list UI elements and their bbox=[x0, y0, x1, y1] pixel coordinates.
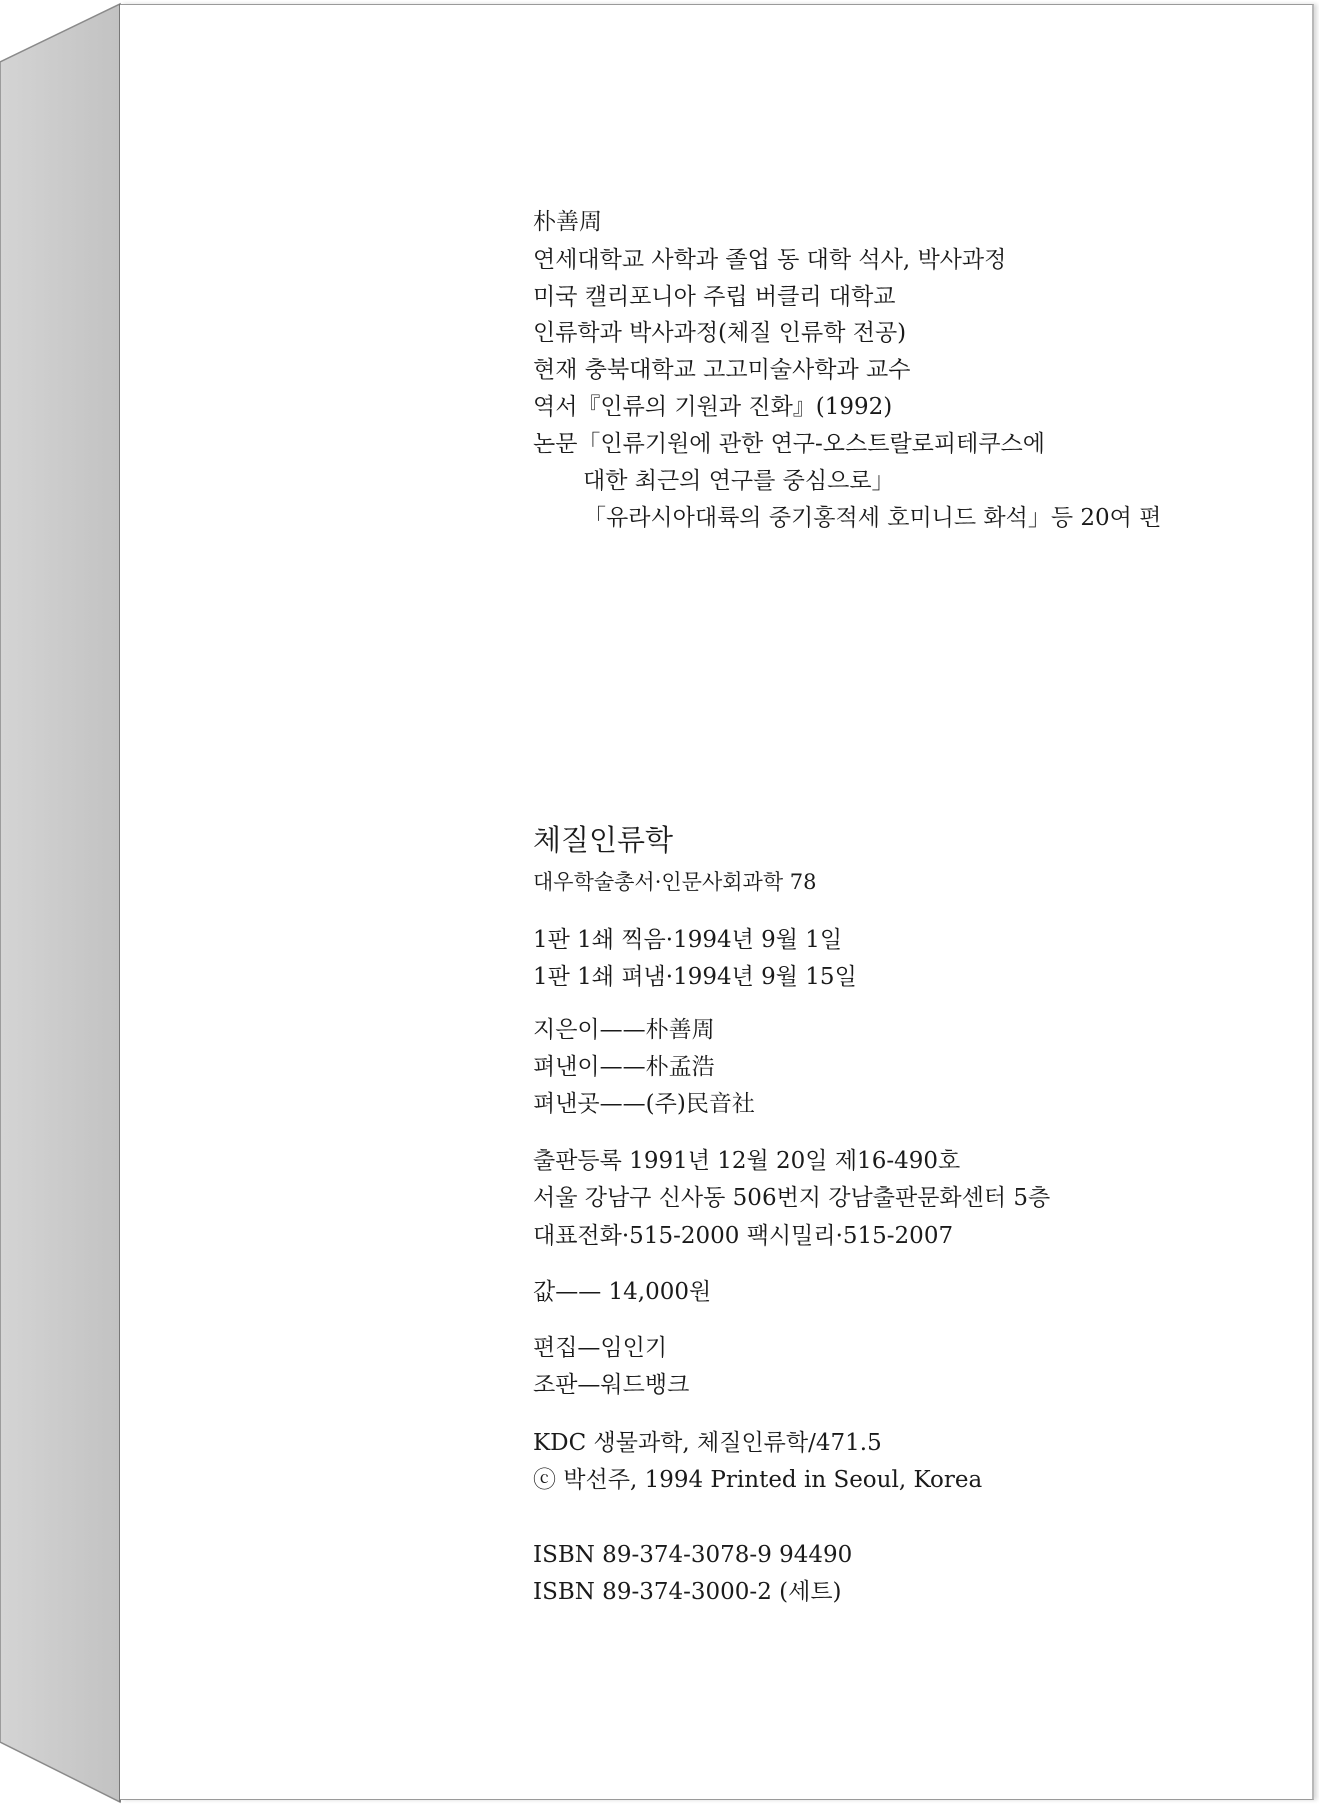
registration: 출판등록 1991년 12월 20일 제16-490호 bbox=[533, 1148, 961, 1174]
editor-credit: 편집—임인기 bbox=[533, 1335, 668, 1361]
book-title: 체질인류학 bbox=[533, 823, 674, 857]
print-date: 1판 1쇄 찍음·1994년 9월 1일 bbox=[533, 927, 843, 953]
bio-line: 역서『인류의 기원과 진화』(1992) bbox=[533, 394, 893, 420]
bio-line: 「유라시아대륙의 중기홍적세 호미니드 화석」등 20여 편 bbox=[583, 505, 1162, 531]
price: 값—— 14,000원 bbox=[533, 1279, 712, 1305]
isbn-set: ISBN 89-374-3000-2 (세트) bbox=[533, 1579, 842, 1605]
address: 서울 강남구 신사동 506번지 강남출판문화센터 5층 bbox=[533, 1185, 1051, 1211]
kdc-classification: KDC 생물과학, 체질인류학/471.5 bbox=[533, 1430, 882, 1456]
copyright: ⓒ 박선주, 1994 Printed in Seoul, Korea bbox=[533, 1467, 983, 1493]
bio-line: 논문「인류기원에 관한 연구-오스트랄로피테쿠스에 bbox=[533, 431, 1045, 457]
phone-fax: 대표전화·515-2000 팩시밀리·515-2007 bbox=[533, 1223, 954, 1249]
publisher-credit: 펴낸이——朴孟浩 bbox=[533, 1054, 715, 1080]
bio-line: 현재 충북대학교 고고미술사학과 교수 bbox=[533, 357, 911, 383]
page bbox=[120, 4, 1314, 1800]
bio-line: 미국 캘리포니아 주립 버클리 대학교 bbox=[533, 284, 896, 310]
publish-date: 1판 1쇄 펴냄·1994년 9월 15일 bbox=[533, 964, 857, 990]
publishing-house: 펴낸곳——(주)民音社 bbox=[533, 1091, 755, 1117]
typesetting-credit: 조판—워드뱅크 bbox=[533, 1372, 690, 1398]
bio-line: 대한 최근의 연구를 중심으로」 bbox=[583, 468, 895, 494]
author-name: 朴善周 bbox=[533, 209, 602, 235]
book-spine bbox=[0, 0, 130, 1806]
author-credit: 지은이——朴善周 bbox=[533, 1017, 715, 1043]
series-name: 대우학술총서·인문사회과학 78 bbox=[533, 870, 817, 894]
bio-line: 연세대학교 사학과 졸업 동 대학 석사, 박사과정 bbox=[533, 247, 1007, 273]
isbn: ISBN 89-374-3078-9 94490 bbox=[533, 1542, 853, 1568]
bio-line: 인류학과 박사과정(체질 인류학 전공) bbox=[533, 320, 907, 346]
